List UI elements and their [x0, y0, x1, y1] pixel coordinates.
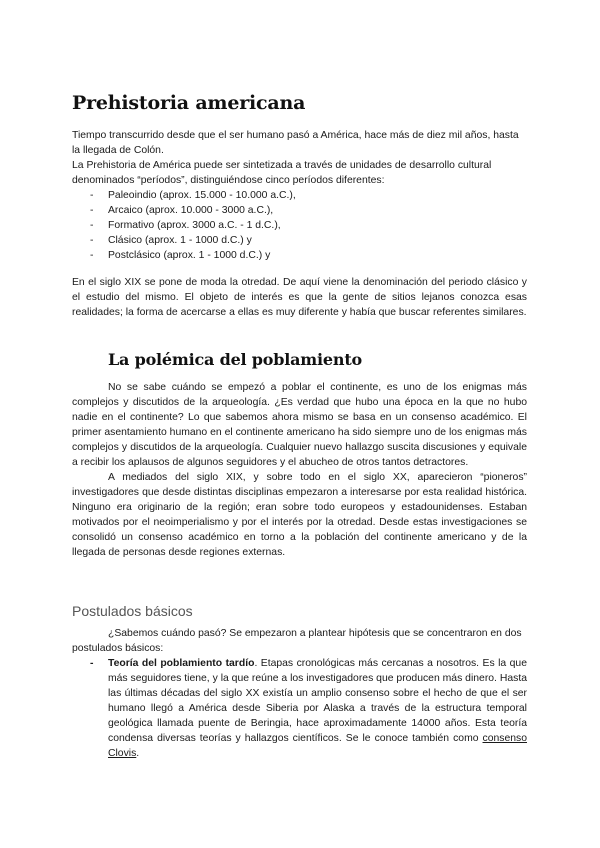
- list-item: - Arcaico (aprox. 10.000 - 3000 a.C.),: [72, 203, 527, 218]
- intro-paragraph-3: En el siglo XIX se pone de moda la otredad. De aquí viene la denominación del periodo clásico y el estudio del mismo. El objeto de interés es que la gente de sitios lejanos conozca esas realidades; la forma de acercarse a ellas es muy diferente y había que buscar referentes similares.: [72, 277, 527, 318]
- list-item: - Paleoindio (aprox. 15.000 - 10.000 a.C.),: [72, 188, 527, 203]
- consenso-clovis-link[interactable]: consenso Clovis: [108, 733, 527, 759]
- theory-text: . Etapas cronológicas más cercanas a nosotros. Es la que más seguidores tiene, y la que reúne a los investigadores que producen más dinero. Hasta las últimas décadas del siglo XX existía un amplio consenso sobre el hecho de que el ser humano llegó a América desde Siberia por Alaska a través de la estructura temporal geológica llamada puente de Beringia, hace aproximadamente 14000 años. Esta teoría condensa diversas teorías y hallazgos científicos. Se le conoce también como: [108, 658, 527, 744]
- poblamiento-paragraph-2: A mediados del siglo XIX, y sobre todo en el siglo XX, aparecieron “pioneros” investigadores que desde distintas disciplinas empezaron a interesarse por esta realidad histórica. Ninguno era originario de la región; eran sobre todo europeos y estadounidenses. Estaban motivados por el neoimperialismo y por el interés por la otredad. Desde estas investigaciones se consolidó un consenso académico en torno a la población del continente americano y de la llegada de personas desde regiones externas.: [72, 472, 527, 558]
- poblamiento-paragraph-1: No se sabe cuándo se empezó a poblar el continente, es uno de los enigmas más complejos y discutidos de la arqueología. ¿Es verdad que hubo una época en la que no hubo nadie en el continente? Lo que sabemos ahora mismo se basa en un consenso académico. El primer asentamiento humano en el continente americano ha sido siempre uno de los enigmas más complejos y discutidos de la arqueología. Cualquier nuevo hallazgo suscita discusiones y equivale a recibir los aplausos de algunos seguidores y el abucheo de otros tantos detractores.: [72, 382, 527, 468]
- periods-list: [72, 188, 527, 263]
- page-title: Prehistoria americana: [72, 92, 306, 114]
- intro-section: [72, 128, 527, 263]
- intro-paragraph-2: La Prehistoria de América puede ser sintetizada a través de unidades de desarrollo cultural denominados “períodos”, distinguiéndose cinco períodos diferentes:: [72, 160, 492, 186]
- theory-title: Teoría del poblamiento tardío: [108, 658, 255, 669]
- intro-paragraph-3-block: [72, 275, 527, 320]
- list-item: [72, 656, 527, 761]
- postulados-paragraph-1: ¿Sabemos cuándo pasó? Se empezaron a plantear hipótesis que se concentraron en dos postulados básicos:: [72, 628, 522, 654]
- section-heading-postulados: Postulados básicos: [72, 603, 193, 619]
- poblamiento-section: [72, 380, 527, 560]
- theory-end: .: [136, 748, 140, 759]
- postulados-section: [72, 626, 527, 761]
- list-item: - Formativo (aprox. 3000 a.C. - 1 d.C.),: [72, 218, 527, 233]
- list-item: - Postclásico (aprox. 1 - 1000 d.C.) y: [72, 248, 527, 263]
- intro-paragraph-1: Tiempo transcurrido desde que el ser humano pasó a América, hace más de diez mil años, hasta la llegada de Colón.: [72, 130, 519, 156]
- postulados-list: [72, 656, 527, 761]
- list-item: - Clásico (aprox. 1 - 1000 d.C.) y: [72, 233, 527, 248]
- section-heading-poblamiento: La polémica del poblamiento: [108, 350, 362, 369]
